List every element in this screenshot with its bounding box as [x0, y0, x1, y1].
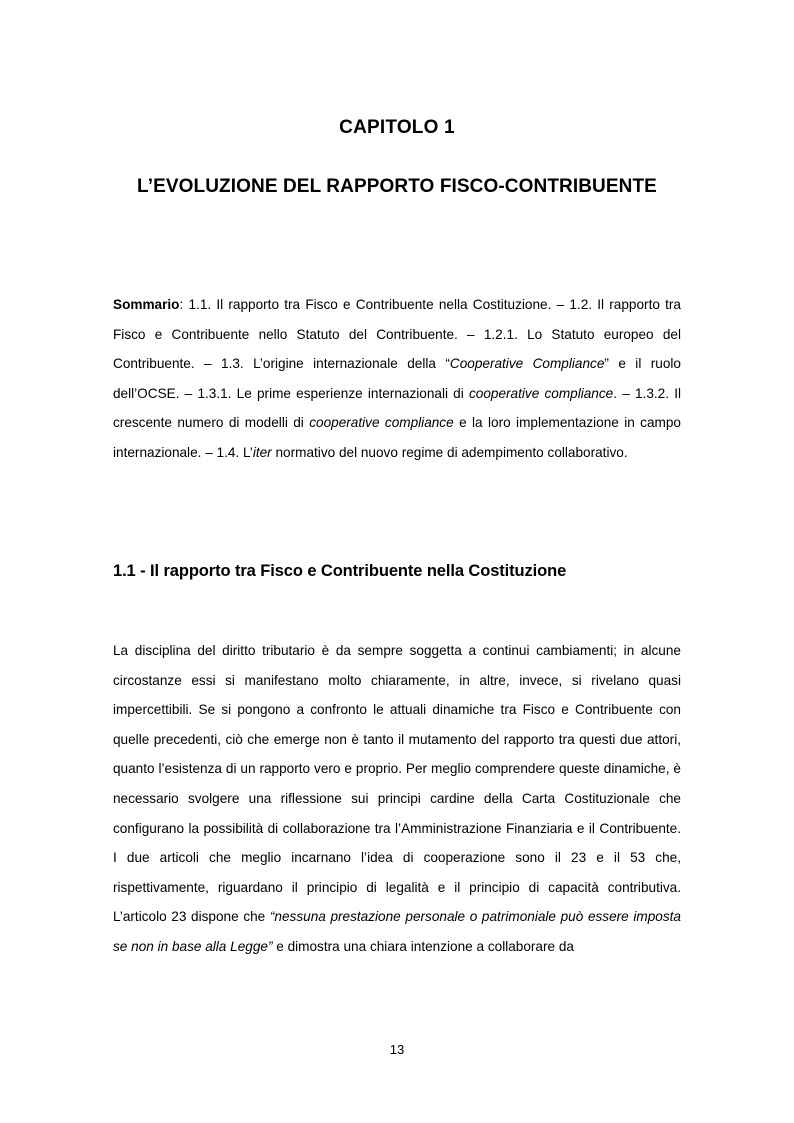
summary-text: ” e il ruolo dell’OCSE. – 1.3.1. Le prime esperienze internazionali di: [113, 356, 681, 401]
body-text: La disciplina del diritto tributario è da sempre soggetta a continui cambiamenti; in alcune circostanze essi si manifestano molto chiaramente, in altre, invece, si rivelano quasi impercettibili. Se si pongono a confronto le attuali dinamiche tra Fisco e Contribuente con quelle precedenti, ciò che emerge non è tanto il mutamento del rapporto tra questi due attori, quanto l’esistenza di un rapporto vero e proprio. Per meglio comprendere queste dinamiche, è necessario svolgere una riflessione sui principi cardine della Carta Costituzionale che configurano la possibilità di collaborazione tra l’Amministrazione Finanziaria e il Contribuente. I due articoli che meglio incarnano l’idea di cooperazione sono il 23 e il 53 che, rispettivamente, riguardano il principio di legalità e il principio di capacità contributiva. L’articolo 23 dispone che: [113, 643, 681, 925]
chapter-title: CAPITOLO 1: [339, 117, 455, 138]
summary-text: e la loro implementazione in campo internazionale. – 1.4. L’: [113, 415, 681, 460]
body-text: e dimostra una chiara intenzione a collaborare da: [272, 938, 574, 954]
page-number: 13: [389, 1042, 405, 1057]
summary-label: Sommario: [113, 297, 180, 312]
summary-italic-term: cooperative compliance: [468, 385, 614, 401]
summary-paragraph: [113, 290, 681, 468]
chapter-subtitle: L’EVOLUZIONE DEL RAPPORTO FISCO-CONTRIBUENTE: [137, 176, 657, 197]
section-heading: 1.1 - Il rapporto tra Fisco e Contribuente nella Costituzione: [113, 562, 567, 580]
constitution-quote: “nessuna prestazione personale o patrimoniale può essere imposta se non in base alla Legge”: [113, 909, 681, 954]
summary-text: normativo del nuovo regime di adempimento collaborativo.: [271, 444, 628, 460]
summary-italic-term: Cooperative Compliance: [449, 356, 605, 372]
summary-italic-term: cooperative compliance: [309, 415, 454, 431]
summary-text: . – 1.3.2. Il crescente numero di modelli di: [113, 385, 681, 431]
summary-text: : 1.1. Il rapporto tra Fisco e Contribuente nella Costituzione. – 1.2. Il rapporto tra Fisco e Contribuente nello Statuto del Contribuente. – 1.2.1. Lo Statuto europeo del Contribuente. – 1.3. L’origine internazionale della “: [113, 297, 681, 372]
body-paragraph: [113, 636, 681, 962]
summary-italic-term: iter: [252, 444, 272, 460]
